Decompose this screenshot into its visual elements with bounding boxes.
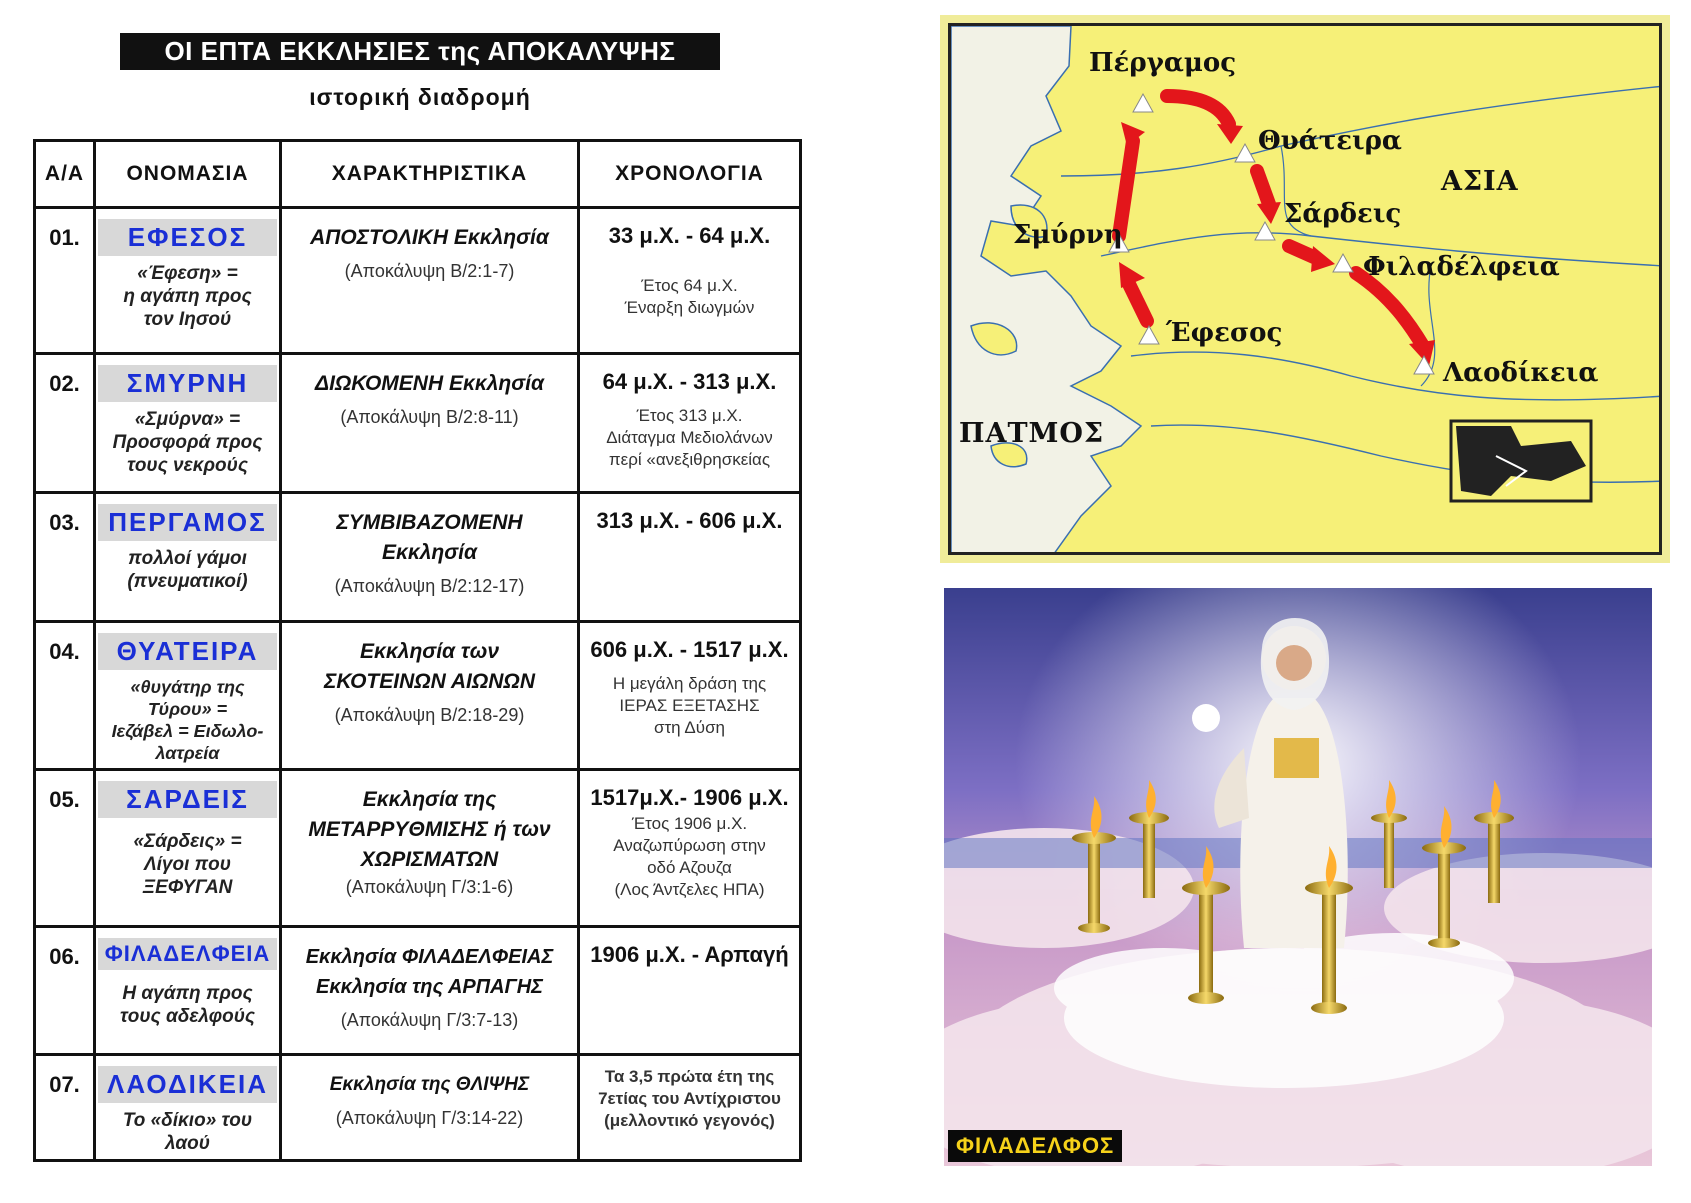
chronology-range: 1906 μ.Χ. - Αρπαγή — [590, 942, 789, 967]
table-row — [35, 927, 801, 1055]
church-name: ΠΕΡΓΑΜΟΣ — [98, 504, 277, 541]
church-meaning: «Σάρδεις» = Λίγοι που ΞΕΦΥΓΑΝ — [133, 831, 242, 898]
table-row — [35, 354, 801, 493]
chronology-note: Έτος 313 μ.Χ. Διάταγμα Μεδιολάνων περί «ανεξιθρησκείας — [606, 406, 773, 469]
church-name: ΘΥΑΤΕΙΡΑ — [98, 633, 277, 670]
map-drawing — [951, 26, 1662, 555]
church-meaning: πολλοί γάμοι (πνευματικοί) — [127, 548, 248, 592]
churches-table — [33, 139, 802, 1162]
scripture-reference: (Αποκάλυψη Γ/3:14-22) — [335, 1108, 524, 1128]
city-thyatira: Θυάτειρα — [1258, 126, 1402, 156]
scripture-reference: (Αποκάλυψη Β/2:12-17) — [334, 576, 525, 596]
row-number: 05. — [35, 770, 95, 927]
church-meaning: Η αγάπη προς τους αδελφούς — [119, 983, 256, 1027]
city-laodikeia: Λαοδίκεια — [1443, 358, 1599, 388]
church-name: ΣΑΡΔΕΙΣ — [98, 781, 277, 818]
church-meaning: «Έφεση» = η αγάπη προς τον Ιησού — [123, 263, 252, 330]
church-meaning: «θυγάτηρ της Τύρου» = Ιεζάβελ = Ειδωλο- λατρεία — [111, 677, 264, 763]
church-characteristic: ΑΠΟΣΤΟΛΙΚΗ Εκκλησία — [310, 226, 549, 249]
table-row — [35, 770, 801, 927]
church-characteristic: Εκκλησία της ΘΛΙΨΗΣ — [329, 1074, 530, 1095]
scripture-reference: (Αποκάλυψη Γ/3:7-13) — [340, 1010, 519, 1030]
church-name: ΦΙΛΑΔΕΛΦΕΙΑ — [98, 938, 277, 970]
city-pergamos: Πέργαμος — [1089, 48, 1237, 78]
header-chronology: ΧΡΟΝΟΛΟΓΙΑ — [579, 141, 801, 208]
route-map — [940, 15, 1670, 563]
church-characteristic: Εκκλησία των ΣΚΟΤΕΙΝΩΝ ΑΙΩΝΩΝ — [324, 640, 535, 693]
church-name: ΣΜΥΡΝΗ — [98, 365, 277, 402]
chronology-note: Έτος 64 μ.Χ. Έναρξη διωγμών — [624, 276, 755, 317]
row-number: 07. — [35, 1055, 95, 1161]
church-meaning: «Σμύρνα» = Προσφορά προς τους νεκρούς — [112, 409, 263, 476]
table-row — [35, 493, 801, 622]
table-row — [35, 622, 801, 770]
table-row — [35, 1055, 801, 1161]
header-aa: Α/Α — [35, 141, 95, 208]
header-name: ΟΝΟΜΑΣΙΑ — [95, 141, 281, 208]
chronology-range: 33 μ.Χ. - 64 μ.Χ. — [608, 223, 771, 248]
page-subtitle: ιστορική διαδρομή — [309, 84, 531, 110]
chronology-note: Τα 3,5 πρώτα έτη της 7ετίας του Αντίχριστου (μελλοντικό γεγονός) — [598, 1067, 781, 1130]
scripture-reference: (Αποκάλυψη Β/2:18-29) — [334, 705, 525, 725]
row-number: 06. — [35, 927, 95, 1055]
page-title: ΟΙ ΕΠΤΑ ΕΚΚΛΗΣΙΕΣ της ΑΠΟΚΑΛΥΨΗΣ — [120, 33, 720, 70]
scripture-reference: (Αποκάλυψη Β/2:1-7) — [344, 261, 515, 281]
church-name: ΕΦΕΣΟΣ — [98, 219, 277, 256]
region-patmos: ΠΑΤΜΟΣ — [959, 418, 1105, 449]
chronology-note: Έτος 1906 μ.Χ. Αναζωπύρωση στην οδό Αζουζα (Λος Άντζελες ΗΠΑ) — [613, 814, 766, 899]
church-name: ΛΑΟΔΙΚΕΙΑ — [98, 1066, 277, 1103]
scripture-reference: (Αποκάλυψη Γ/3:1-6) — [345, 877, 514, 897]
header-characteristics: ΧΑΡΑΚΤΗΡΙΣΤΙΚΑ — [281, 141, 579, 208]
chronology-range: 606 μ.Χ. - 1517 μ.Χ. — [590, 637, 789, 662]
row-number: 03. — [35, 493, 95, 622]
church-characteristic: Εκκλησία της ΜΕΤΑΡΡΥΘΜΙΣΗΣ ή των ΧΩΡΙΣΜΑΤΩΝ — [308, 788, 551, 871]
region-asia: ΑΣΙΑ — [1441, 166, 1519, 197]
painting-image — [944, 588, 1652, 1166]
chronology-range: 1517μ.Χ.- 1906 μ.Χ. — [590, 785, 789, 810]
city-sardeis: Σάρδεις — [1284, 199, 1402, 229]
city-philadelphia: Φιλαδέλφεια — [1363, 252, 1560, 282]
table-row — [35, 208, 801, 354]
church-characteristic: ΔΙΩΚΟΜΕΝΗ Εκκλησία — [314, 372, 545, 395]
chronology-range: 64 μ.Χ. - 313 μ.Χ. — [602, 369, 777, 394]
painting-illustration — [944, 588, 1652, 1166]
row-number: 04. — [35, 622, 95, 770]
church-characteristic: ΣΥΜΒΙΒΑΖΟΜΕΝΗ Εκκλησία — [336, 511, 523, 564]
city-efesos: Έφεσος — [1166, 318, 1283, 348]
chronology-range: 313 μ.Χ. - 606 μ.Χ. — [596, 508, 783, 533]
map-canvas — [948, 23, 1662, 555]
row-number: 02. — [35, 354, 95, 493]
chronology-note: Η μεγάλη δράση της ΙΕΡΑΣ ΕΞΕΤΑΣΗΣ στη Δύση — [612, 674, 767, 737]
church-meaning: Το «δίκιο» του λαού — [122, 1110, 253, 1154]
scripture-reference: (Αποκάλυψη Β/2:8-11) — [340, 407, 519, 427]
table-header-row — [35, 141, 801, 208]
church-characteristic: Εκκλησία ΦΙΛΑΔΕΛΦΕΙΑΣ Εκκλησία της ΑΡΠΑΓΗΣ — [305, 946, 554, 998]
painting-caption: ΦΙΛΑΔΕΛΦΟΣ — [948, 1130, 1122, 1162]
city-smyrni: Σμύρνη — [1013, 220, 1123, 250]
row-number: 01. — [35, 208, 95, 354]
